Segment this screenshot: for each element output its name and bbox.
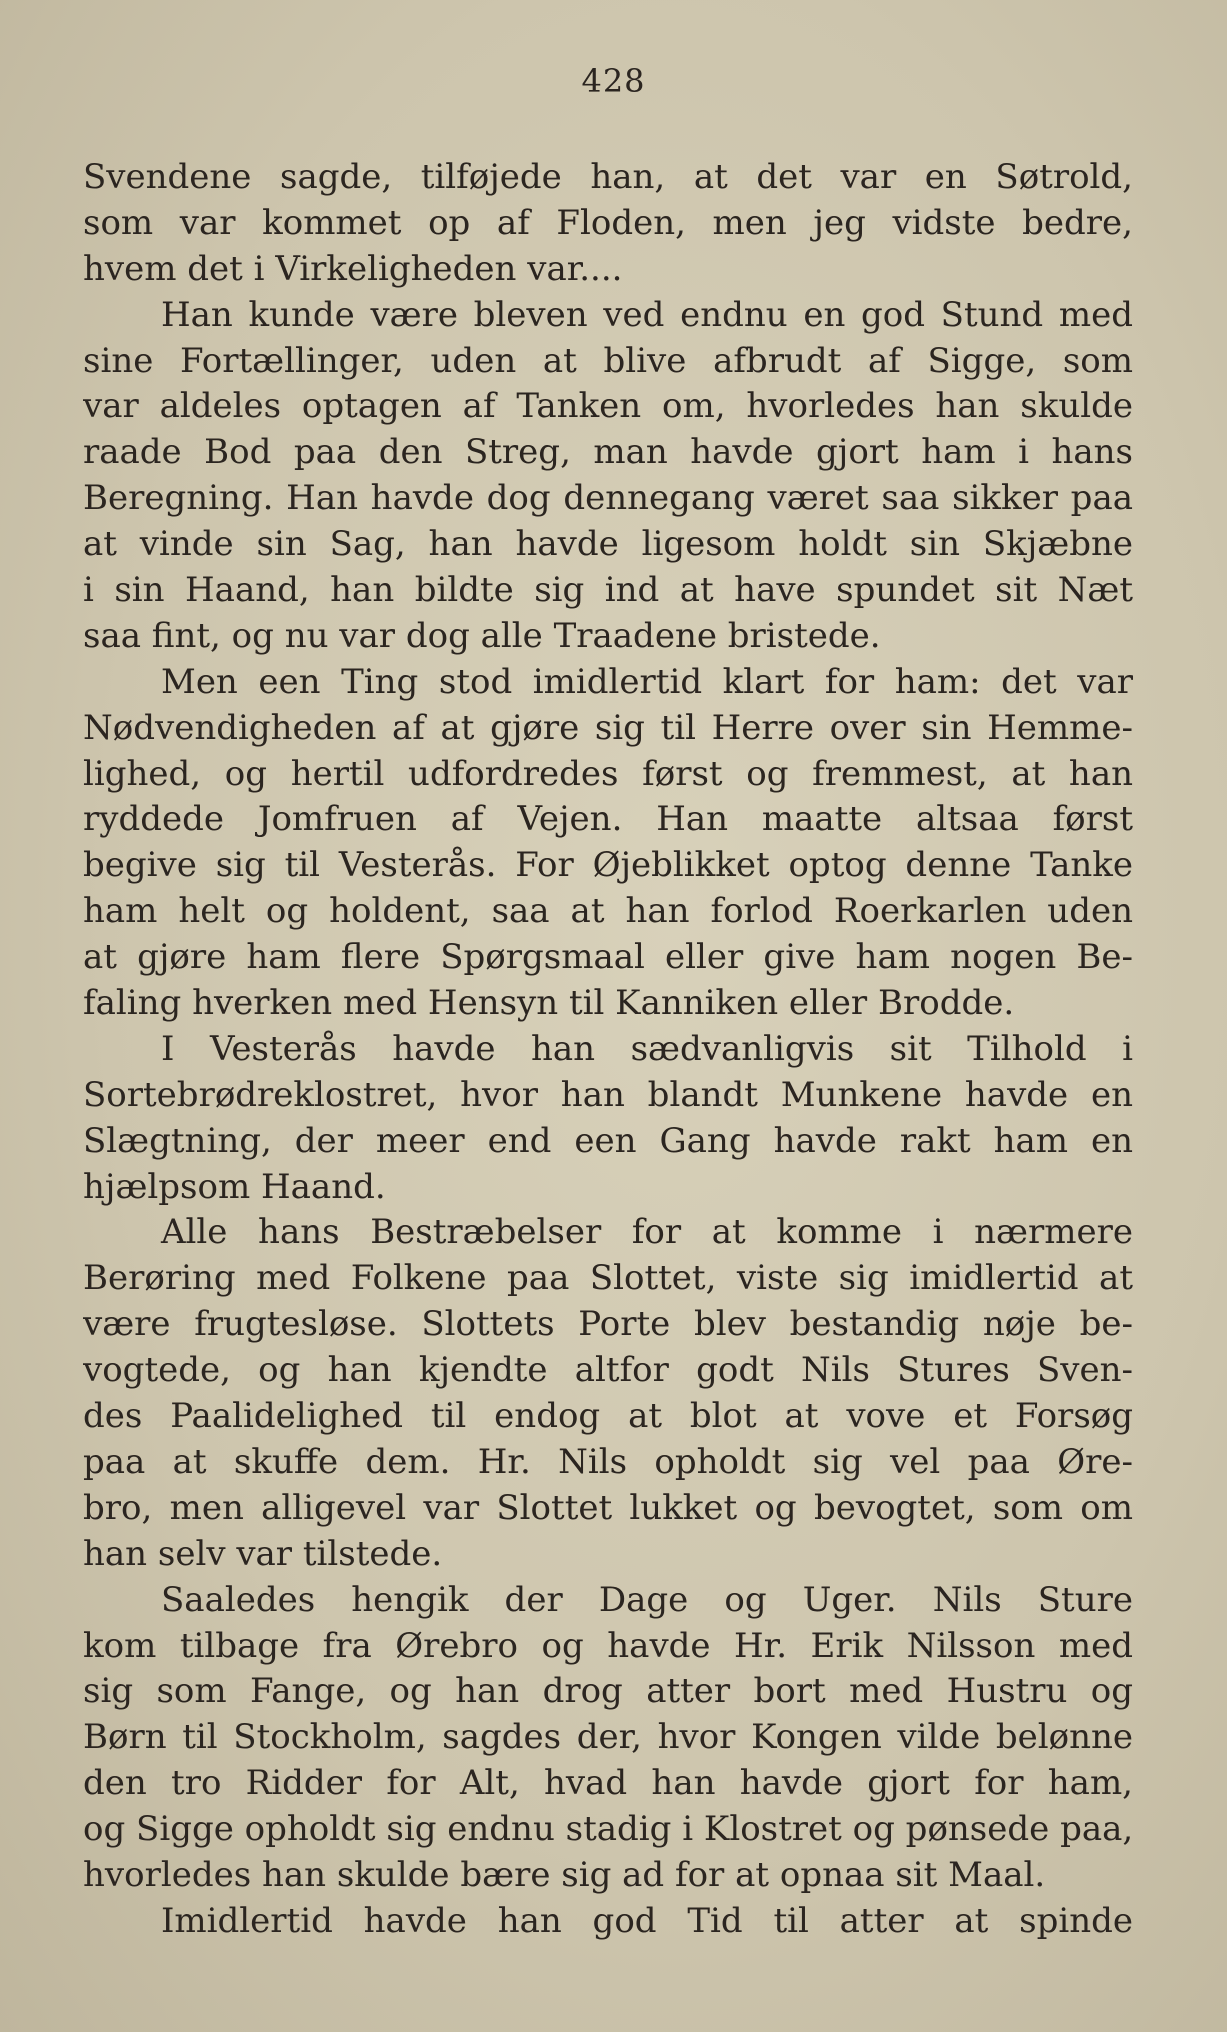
text-line: faling hverken med Hensyn til Kanniken eller Brodde. [83,983,1015,1024]
text-line: Berøring med Folkene paa Slottet, viste sig imidlertid at [83,1258,1133,1299]
text-line: var aldeles optagen af Tanken om, hvorledes han skulde [83,386,1133,427]
text-line: den tro Ridder for Alt, hvad han havde gjort for ham, [83,1763,1133,1804]
text-line: I Vesterås havde han sædvanligvis sit Tilhold i [161,1028,1133,1069]
text-line: sig som Fange, og han drog atter bort med Hustru og [83,1671,1133,1712]
text-line: raade Bod paa den Streg, man havde gjort ham i hans [83,432,1133,473]
text-line: sine Fortællinger, uden at blive afbrudt af Sigge, som [83,340,1133,381]
text-line: ryddede Jomfruen af Vejen. Han maatte altsaa først [83,799,1133,840]
text-line: hvem det i Virkeligheden var.... [83,248,623,289]
text-line: Men een Ting stod imidlertid klart for ham: det var [161,661,1133,702]
text-line: Børn til Stockholm, sagdes der, hvor Kongen vilde belønne [83,1717,1133,1758]
text-line: ham helt og holdent, saa at han forlod Roerkarlen uden [83,891,1133,932]
text-line: bro, men alligevel var Slottet lukket og bevogtet, som om [83,1487,1133,1528]
text-line: Beregning. Han havde dog dennegang været saa sikker paa [83,478,1133,519]
text-line: Alle hans Bestræbelser for at komme i nærmere [161,1212,1133,1253]
text-line: Sortebrødreklostret, hvor han blandt Munkene havde en [83,1074,1133,1115]
text-line: saa fint, og nu var dog alle Traadene bristede. [83,615,881,656]
text-line: være frugtesløse. Slottets Porte blev bestandig nøje be- [83,1304,1133,1345]
text-line: begive sig til Vesterås. For Øjeblikket optog denne Tanke [83,845,1133,886]
text-line: Han kunde være bleven ved endnu en god Stund med [161,294,1133,335]
text-line: Imidlertid havde han god Tid til atter at spinde [161,1900,1133,1941]
text-line: og Sigge opholdt sig endnu stadig i Klostret og pønsede paa, [83,1809,1133,1850]
text-line: kom tilbage fra Ørebro og havde Hr. Erik Nilsson med [83,1625,1133,1666]
text-line: han selv var tilstede. [83,1533,443,1574]
text-line: des Paalidelighed til endog at blot at vove et Forsøg [83,1396,1133,1437]
body-text [83,155,1133,1945]
text-line: paa at skuffe dem. Hr. Nils opholdt sig vel paa Øre- [83,1441,1133,1482]
text-line: Nødvendigheden af at gjøre sig til Herre over sin Hemme- [83,707,1133,748]
text-line: hjælpsom Haand. [83,1166,386,1207]
page-number: 428 [581,62,646,100]
text-line: at vinde sin Sag, han havde ligesom holdt sin Skjæbne [83,524,1133,565]
text-line: i sin Haand, han bildte sig ind at have spundet sit Næt [83,570,1133,611]
text-line: hvorledes han skulde bære sig ad for at opnaa sit Maal. [83,1854,1046,1895]
text-line: at gjøre ham flere Spørgsmaal eller give ham nogen Be- [83,937,1133,978]
text-line: Saaledes hengik der Dage og Uger. Nils Sture [161,1579,1133,1620]
text-line: Svendene sagde, tilføjede han, at det var en Søtrold, [83,157,1133,197]
text-line: som var kommet op af Floden, men jeg vidste bedre, [83,202,1133,243]
text-line: Slægtning, der meer end een Gang havde rakt ham en [83,1120,1133,1161]
text-line: vogtede, og han kjendte altfor godt Nils Stures Sven- [83,1350,1133,1391]
text-line: lighed, og hertil udfordredes først og fremmest, at han [83,753,1133,794]
